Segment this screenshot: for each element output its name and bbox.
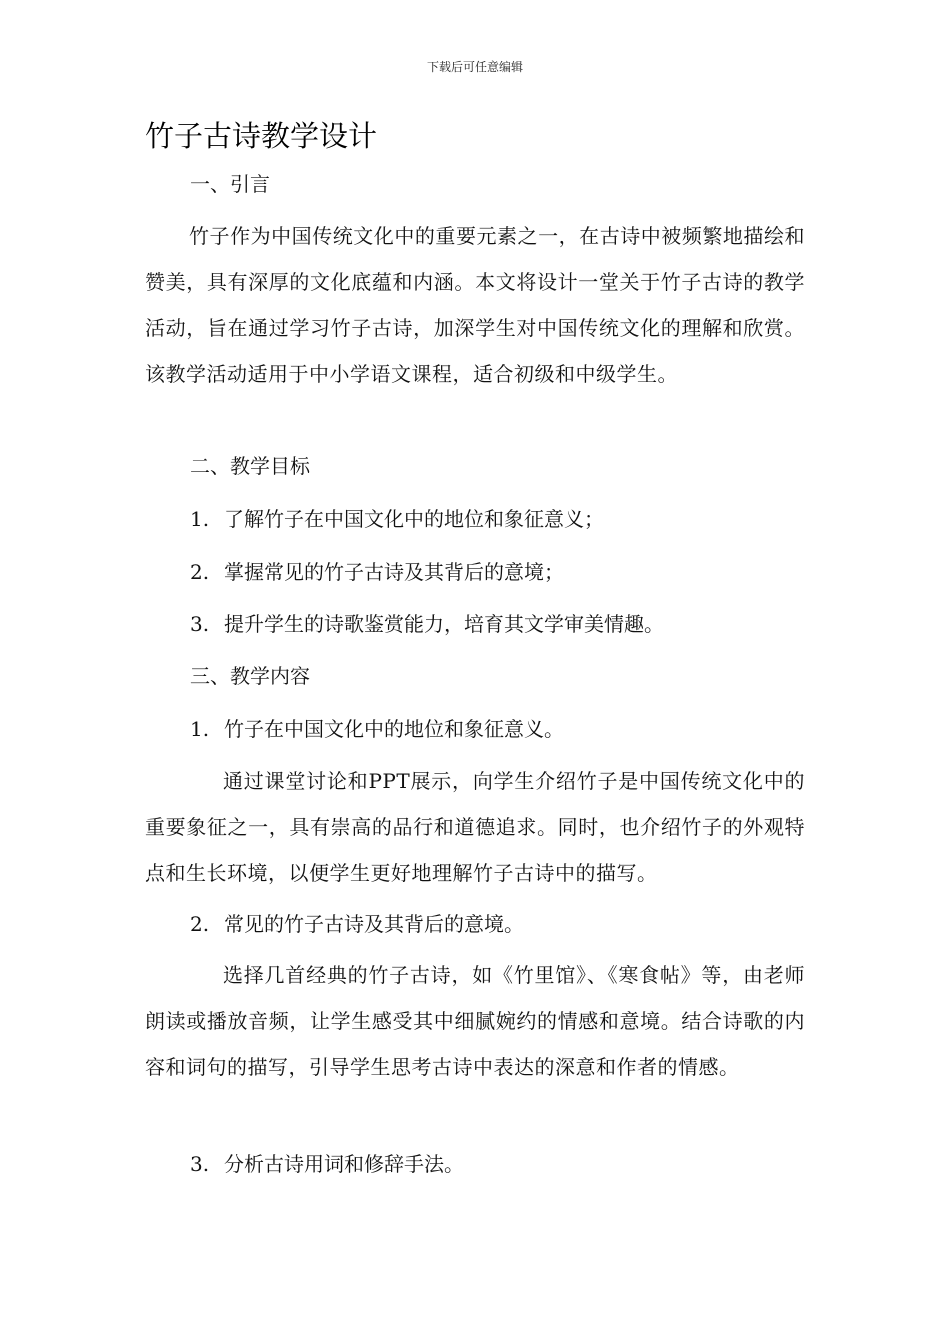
goal-number: 2. [190,560,210,584]
content-text: 常见的竹子古诗及其背后的意境。 [224,912,524,936]
goal-item-2 [190,558,564,586]
content-item-2 [190,910,524,938]
content-text: 分析古诗用词和修辞手法。 [224,1152,464,1176]
goal-number: 3. [190,612,210,636]
content-paragraph-2: 选择几首经典的竹子古诗，如《竹里馆》、《寒食帖》等，由老师朗读或播放音频，让学生感受其中细腻婉约的情感和意境。结合诗歌的内容和词句的描写，引导学生思考古诗中表达的深意和作者的情感。 [145,963,805,1079]
goal-text: 了解竹子在中国文化中的地位和象征意义； [224,507,604,531]
section-heading-content: 三、教学内容 [190,664,310,688]
document-title: 竹子古诗教学设计 [145,119,378,153]
content-item-1 [190,715,564,743]
content-number: 3. [190,1152,210,1176]
content-number: 2. [190,912,210,936]
content-paragraph-1: 通过课堂讨论和PPT展示，向学生介绍竹子是中国传统文化中的重要象征之一，具有崇高的品行和道德追求。同时，也介绍竹子的外观特点和生长环境，以便学生更好地理解竹子古诗中的描写。 [145,769,805,885]
goal-number: 1. [190,507,210,531]
goal-item-3 [190,610,664,638]
goal-item-1 [190,505,604,533]
section-heading-goals: 二、教学目标 [190,454,310,478]
header-note: 下载后可任意编辑 [426,60,523,74]
intro-paragraph: 竹子作为中国传统文化中的重要元素之一，在古诗中被频繁地描绘和赞美，具有深厚的文化底蕴和内涵。本文将设计一堂关于竹子古诗的教学活动，旨在通过学习竹子古诗，加深学生对中国传统文化的理解和欣赏。该教学活动适用于中小学语文课程，适合初级和中级学生。 [145,224,805,386]
goal-text: 提升学生的诗歌鉴赏能力，培育其文学审美情趣。 [224,612,664,636]
section-heading-intro: 一、引言 [190,172,270,196]
content-text: 竹子在中国文化中的地位和象征意义。 [224,717,564,741]
goal-text: 掌握常见的竹子古诗及其背后的意境； [224,560,564,584]
content-item-3 [190,1150,464,1178]
content-number: 1. [190,717,210,741]
